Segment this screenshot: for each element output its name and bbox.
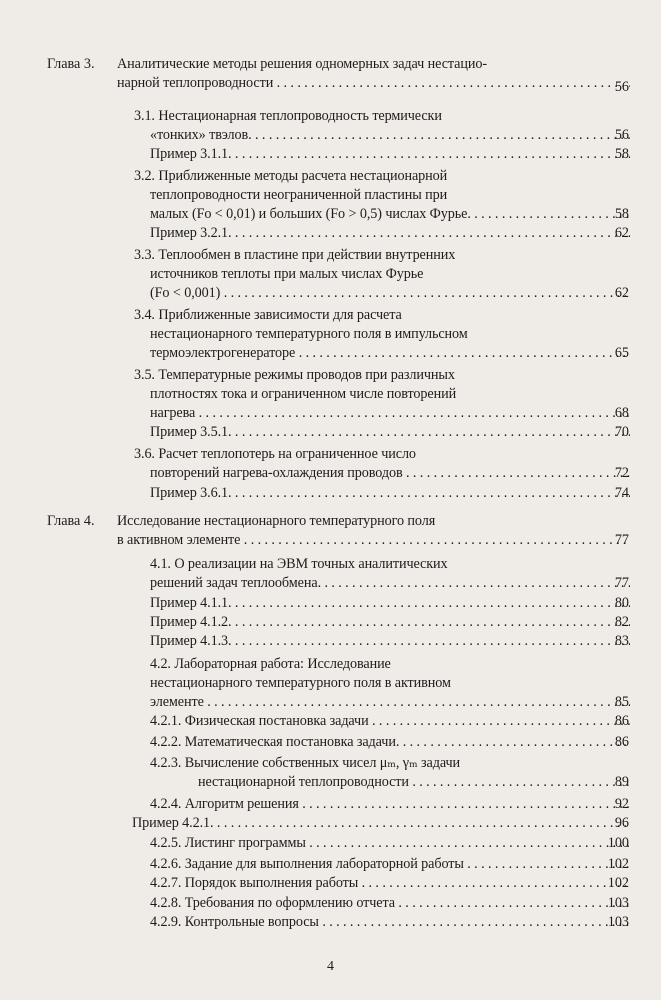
- section-4-2-1: 4.2.1. Физическая постановка задачи . . .: [150, 712, 630, 731]
- example-4-2-1-page: 96: [614, 815, 629, 831]
- section-3-6-page: 72: [614, 465, 629, 481]
- chapter-4-page: 77: [614, 532, 629, 548]
- section-4-2-8: 4.2.8. Требования по оформлению отчета . . .: [150, 894, 630, 913]
- section-3-5: 3.5. Температурные режимы проводов при различных плотностях тока и ограниченном числе повторений нагрева . . .: [134, 366, 630, 423]
- section-4-2-6: 4.2.6. Задание для выполнения лабораторной работы . . .: [150, 855, 630, 874]
- page-number: 4: [327, 959, 334, 974]
- section-4-2-2: 4.2.2. Математическая постановка задачи. . . .: [150, 733, 630, 752]
- section-4-2-3-page: 89: [614, 774, 629, 790]
- section-4-2-8-page: 103: [607, 895, 629, 911]
- section-4-2-5: 4.2.5. Листинг программы . . .: [150, 834, 630, 853]
- section-4-2-1-page: 86: [614, 713, 629, 729]
- example-3-1-1-page: 58: [614, 146, 629, 162]
- example-4-1-2: Пример 4.1.2. . . .: [150, 613, 630, 632]
- section-3-3: 3.3. Теплообмен в пластине при действии внутренних источников теплоты при малых числах Фурье (Fo < 0,001) . . .: [134, 246, 630, 303]
- chapter-4-title: Исследование нестационарного температурного поля в активном элементе . . .: [117, 512, 630, 550]
- section-4-1-page: 77: [614, 575, 629, 591]
- section-3-1: 3.1. Нестационарная теплопроводность термически «тонких» твэлов. . . .: [134, 107, 630, 145]
- example-3-5-1: Пример 3.5.1. . . .: [150, 423, 630, 442]
- section-4-2-7-page: 102: [607, 875, 629, 891]
- example-3-6-1: Пример 3.6.1. . . .: [150, 484, 630, 503]
- section-4-2-7: 4.2.7. Порядок выполнения работы . . .: [150, 874, 630, 893]
- section-4-2-page: 85: [614, 694, 629, 710]
- example-4-1-3-page: 83: [614, 633, 629, 649]
- section-4-2-4: 4.2.4. Алгоритм решения . . .: [150, 795, 630, 814]
- section-3-3-page: 62: [614, 285, 629, 301]
- section-3-4-page: 65: [614, 345, 629, 361]
- example-4-1-3: Пример 4.1.3. . . .: [150, 632, 630, 651]
- section-4-2-9: 4.2.9. Контрольные вопросы . . .: [150, 913, 630, 932]
- section-4-2-9-page: 103: [607, 914, 629, 930]
- section-3-2-page: 58: [614, 206, 629, 222]
- example-3-1-1: Пример 3.1.1. . . .: [150, 145, 630, 164]
- section-4-2-6-page: 102: [607, 856, 629, 872]
- chapter-3-title: Аналитические методы решения одномерных задач нестацио- нарной теплопроводности . . .: [117, 55, 630, 93]
- section-3-4: 3.4. Приближенные зависимости для расчета нестационарного температурного поля в импульсном термоэлектрогенераторе . . .: [134, 306, 630, 363]
- section-3-6: 3.6. Расчет теплопотерь на ограниченное число повторений нагрева-охлаждения проводов . . .: [134, 445, 630, 483]
- section-3-1-page: 56: [614, 127, 629, 143]
- chapter-4-label: Глава 4.: [47, 513, 95, 529]
- example-4-1-1: Пример 4.1.1. . . .: [150, 594, 630, 613]
- section-4-2-5-page: 100: [607, 835, 629, 851]
- section-4-2: 4.2. Лабораторная работа: Исследование нестационарного температурного поля в активном элементе . . .: [150, 655, 630, 712]
- section-4-2-4-page: 92: [614, 796, 629, 812]
- chapter-3-label: Глава 3.: [47, 56, 95, 72]
- example-3-2-1: Пример 3.2.1. . . .: [150, 224, 630, 243]
- section-3-2: 3.2. Приближенные методы расчета нестационарной теплопроводности неограниченной пластины при малых (Fo < 0,01) и больших (Fo > 0,5) числах Фурье. . . .: [134, 167, 630, 224]
- chapter-3-page: 56: [614, 79, 629, 95]
- example-4-2-1: Пример 4.2.1. . . .: [132, 814, 630, 833]
- example-4-1-2-page: 82: [614, 614, 629, 630]
- example-3-2-1-page: 62: [614, 225, 629, 241]
- section-4-1: 4.1. О реализации на ЭВМ точных аналитических решений задач теплообмена. . . .: [150, 555, 630, 593]
- example-3-5-1-page: 70: [614, 424, 629, 440]
- section-3-5-page: 68: [614, 405, 629, 421]
- example-4-1-1-page: 80: [614, 595, 629, 611]
- example-3-6-1-page: 74: [614, 485, 629, 501]
- section-4-2-3: 4.2.3. Вычисление собственных чисел μₘ, γₘ задачи нестационарной теплопроводности . . .: [150, 754, 630, 792]
- section-4-2-2-page: 86: [614, 734, 629, 750]
